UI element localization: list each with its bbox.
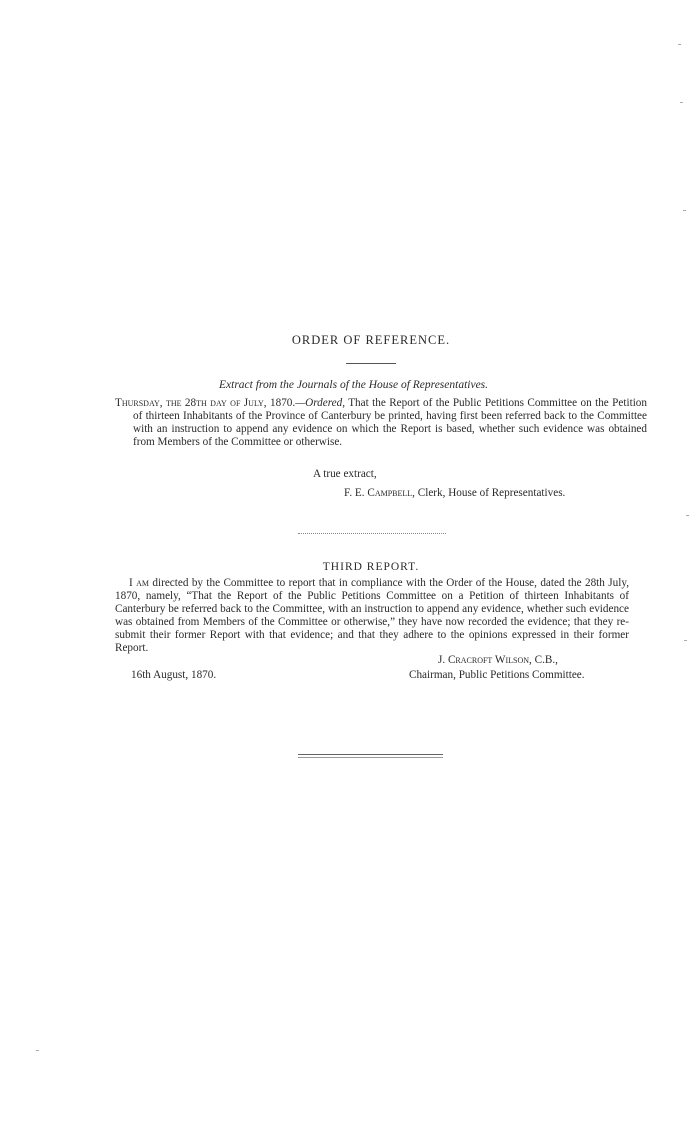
chairman-title: Chairman, Public Petitions Committee. <box>409 669 585 681</box>
report-date: 16th August, 1870. <box>131 669 217 681</box>
chairman-initial: J. <box>438 654 446 666</box>
third-report-body <box>115 577 629 655</box>
clerk-name: Campbell, <box>367 487 415 499</box>
clerk-initials: F. E. <box>344 487 365 499</box>
chairman-suffix: C.B., <box>534 654 558 666</box>
ordered-word: —Ordered, <box>295 397 346 409</box>
opening-i: I <box>129 577 133 589</box>
scan-speck <box>684 640 687 641</box>
scan-speck <box>683 210 686 211</box>
closing-rule-bottom <box>298 757 443 758</box>
chairman-name: Cracroft Wilson, <box>447 654 532 666</box>
true-extract-label: A true extract, <box>313 468 377 480</box>
extract-title: Extract from the Journals of the House of Representatives. <box>219 379 489 391</box>
scan-speck <box>678 44 681 45</box>
section-divider-dotted <box>298 533 446 534</box>
third-report-text: directed by the Committee to report that in compliance with the Order of the House, dated the 28th July, 1870, namely, “That the Report of the Public Petitions Committee on a Petition of thirteen Inhabitants of Canterbury be referred back to the Committee, with an instruction to append any evidence, whether such evidence was obtained from Members of the Committee or otherwise,” they have now recorded the evidence; that they re-submit their former Report with that evidence; and that they adhere to the opinions expressed in their former Report. <box>115 577 629 654</box>
scan-speck <box>680 102 683 103</box>
chairman-signature <box>438 654 558 667</box>
closing-rule-top <box>298 754 443 755</box>
third-report-heading: THIRD REPORT. <box>322 561 420 573</box>
order-of-reference-heading: ORDER OF REFERENCE. <box>291 333 451 347</box>
opening-am: am <box>136 577 150 589</box>
order-text: That the Report of the Public Petitions Committee on the Petition of thirteen Inhabitants of the Province of Canterbury be printed, having first been referred back to the Committee with an instruction to append any evidence on which the Report is based, whether such evidence was obtained from Members of the Committee or otherwise. <box>133 397 647 448</box>
scan-speck <box>36 1050 39 1051</box>
order-of-reference-body <box>115 397 647 449</box>
order-date: Thursday, the 28th day of July, 1870. <box>115 397 296 409</box>
scan-speck <box>686 515 689 516</box>
heading-short-rule <box>346 363 396 364</box>
clerk-signature <box>344 487 565 500</box>
clerk-title: Clerk, House of Representatives. <box>417 487 566 499</box>
